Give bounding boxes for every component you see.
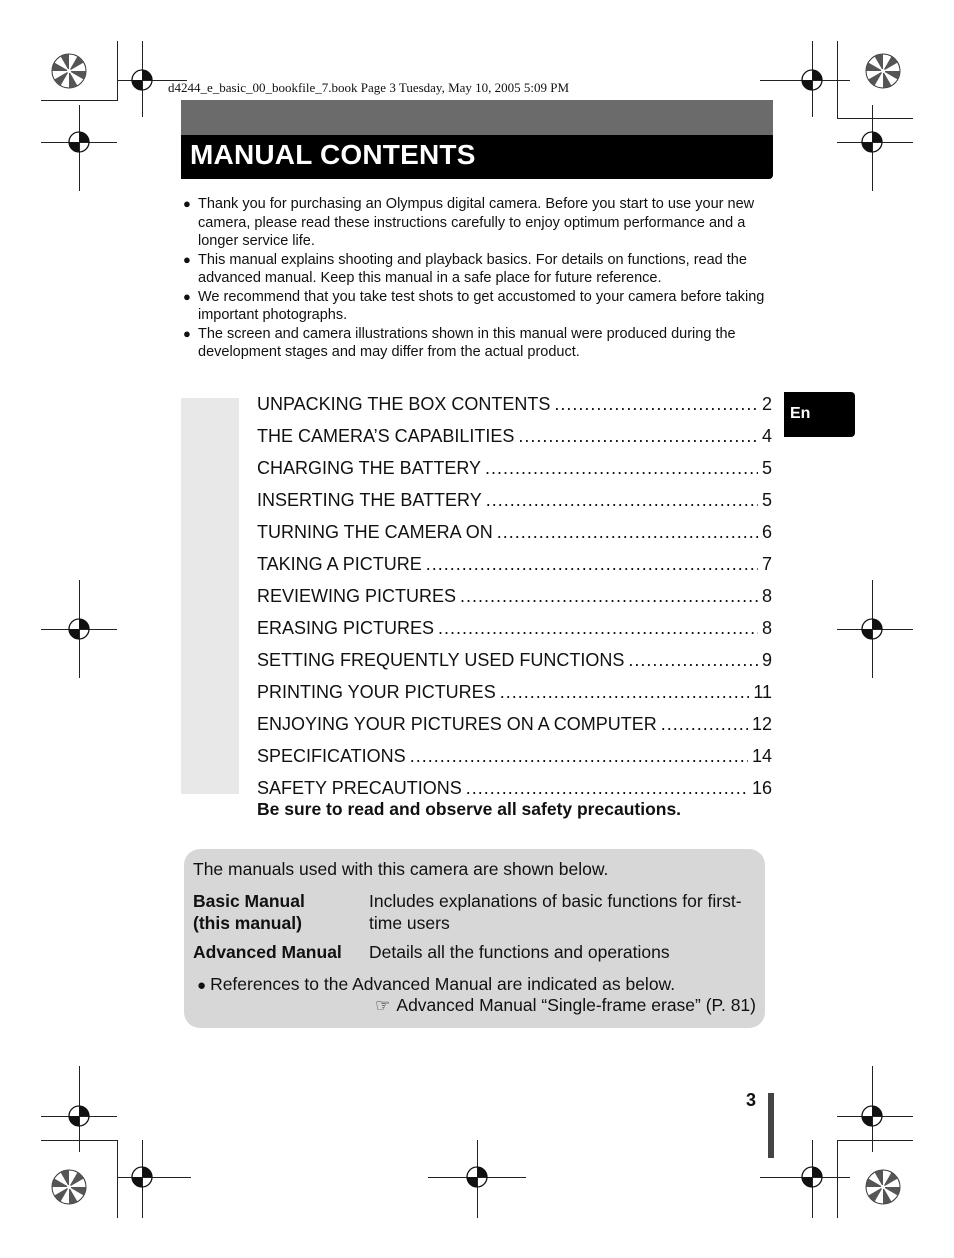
- toc-entry[interactable]: [257, 740, 772, 772]
- bullet-icon: ●: [183, 251, 191, 267]
- title-bar: [181, 135, 773, 179]
- toc-leader: [661, 714, 748, 735]
- toc-entry[interactable]: [257, 644, 772, 676]
- page-title: MANUAL CONTENTS: [190, 139, 476, 170]
- toc-leader: [500, 682, 750, 703]
- toc-leader: [410, 746, 748, 767]
- manual-row: [193, 890, 763, 936]
- toc-label: THE CAMERA’S CAPABILITIES: [257, 425, 515, 446]
- toc-label: ENJOYING YOUR PICTURES ON A COMPUTER: [257, 713, 657, 734]
- manual-name: Basic Manual (this manual): [193, 891, 305, 933]
- toc-entry[interactable]: [257, 388, 772, 420]
- toc-leader: [628, 650, 758, 671]
- reference-example: ☞ Advanced Manual “Single-frame erase” (P. 81): [375, 995, 756, 1015]
- color-wheel-icon: [52, 54, 86, 88]
- intro-item: ● This manual explains shooting and playback basics. For details on functions, read the advanced manual. Keep this manual in a safe place for future reference.: [183, 251, 747, 286]
- toc-side-panel: [181, 398, 239, 794]
- toc-leader: [460, 586, 758, 607]
- table-of-contents: [257, 388, 772, 804]
- language-tab-label: En: [790, 405, 811, 422]
- registration-target-icon: [132, 1167, 152, 1187]
- bullet-icon: ●: [183, 196, 191, 211]
- registration-target-icon: [802, 1167, 822, 1187]
- manual-description: Includes explanations of basic functions for first-time users: [369, 891, 742, 933]
- toc-leader: [486, 490, 758, 511]
- title-bar-accent: [181, 100, 773, 136]
- manual-description: Details all the functions and operations: [369, 942, 670, 962]
- toc-entry[interactable]: [257, 516, 772, 548]
- intro-item: ● Thank you for purchasing an Olympus digital camera. Before you start to use your new camera, please read these instructions carefully to enjoy optimum performance and a longer service life.: [183, 196, 755, 249]
- toc-label: CHARGING THE BATTERY: [257, 457, 482, 478]
- intro-item: ● We recommend that you take test shots to get accustomed to your camera before taking important photographs.: [183, 288, 765, 323]
- toc-page: 5: [761, 489, 772, 510]
- toc-label: PRINTING YOUR PICTURES: [257, 681, 496, 702]
- toc-entry[interactable]: [257, 548, 772, 580]
- toc-entry[interactable]: [257, 484, 772, 516]
- toc-label: SETTING FREQUENTLY USED FUNCTIONS: [257, 649, 625, 670]
- registration-target-icon: [69, 619, 89, 639]
- toc-page: 12: [751, 713, 772, 734]
- book-file-header: d4244_e_basic_00_bookfile_7.book Page 3 Tuesday, May 10, 2005 5:09 PM: [168, 80, 570, 95]
- toc-label: SAFETY PRECAUTIONS: [257, 777, 462, 798]
- toc-label: UNPACKING THE BOX CONTENTS: [257, 393, 551, 414]
- manual-row: [193, 941, 763, 965]
- toc-entry[interactable]: [257, 580, 772, 612]
- toc-page: 7: [761, 553, 772, 574]
- toc-page: 14: [751, 745, 772, 766]
- toc-entry[interactable]: [257, 676, 772, 708]
- toc-leader: [466, 778, 748, 799]
- registration-target-icon: [802, 70, 822, 90]
- toc-leader: [518, 426, 758, 447]
- toc-page: 2: [761, 393, 772, 414]
- language-tab: [784, 392, 855, 437]
- color-wheel-icon: [866, 54, 900, 88]
- reference-note: ● References to the Advanced Manual are indicated as below.: [197, 974, 676, 994]
- info-box-intro: The manuals used with this camera are shown below.: [193, 859, 609, 879]
- pointing-hand-icon: ☞: [375, 996, 391, 1015]
- toc-label: TURNING THE CAMERA ON: [257, 521, 493, 542]
- toc-page: 8: [761, 585, 772, 606]
- toc-label: SPECIFICATIONS: [257, 745, 406, 766]
- toc-leader: [485, 458, 758, 479]
- registration-target-icon: [69, 1106, 89, 1126]
- toc-label: REVIEWING PICTURES: [257, 585, 457, 606]
- toc-page: 5: [761, 457, 772, 478]
- toc-leader: [497, 522, 758, 543]
- toc-entry[interactable]: [257, 420, 772, 452]
- toc-entry[interactable]: [257, 452, 772, 484]
- toc-entry[interactable]: [257, 612, 772, 644]
- toc-leader: [426, 554, 758, 575]
- intro-item: ● The screen and camera illustrations shown in this manual were produced during the development stages and may differ from the actual product.: [183, 325, 736, 360]
- toc-page: 9: [761, 649, 772, 670]
- manual-name: Advanced Manual: [193, 942, 342, 962]
- toc-page: 16: [751, 777, 772, 798]
- registration-target-icon: [862, 619, 882, 639]
- registration-target-icon: [862, 132, 882, 152]
- registration-target-icon: [467, 1167, 487, 1187]
- toc-page: 11: [753, 681, 772, 702]
- page-number: 3: [746, 1090, 757, 1110]
- color-wheel-icon: [52, 1170, 86, 1204]
- toc-label: TAKING A PICTURE: [257, 553, 422, 574]
- toc-page: 8: [761, 617, 772, 638]
- registration-target-icon: [69, 132, 89, 152]
- registration-target-icon: [862, 1106, 882, 1126]
- bullet-icon: ●: [183, 325, 191, 341]
- toc-page: 6: [761, 521, 772, 542]
- bullet-icon: ●: [183, 288, 191, 304]
- manuals-info-box: [184, 849, 765, 1028]
- toc-label: INSERTING THE BATTERY: [257, 489, 482, 510]
- toc-leader: [554, 394, 758, 415]
- safety-note: Be sure to read and observe all safety precautions.: [257, 799, 682, 819]
- registration-target-icon: [132, 70, 152, 90]
- toc-entry[interactable]: [257, 708, 772, 740]
- page-number-bar: [768, 1093, 774, 1158]
- intro-list: [181, 195, 776, 362]
- toc-page: 4: [761, 425, 772, 446]
- toc-leader: [438, 618, 758, 639]
- color-wheel-icon: [866, 1170, 900, 1204]
- toc-label: ERASING PICTURES: [257, 617, 435, 638]
- bullet-icon: ●: [197, 977, 207, 994]
